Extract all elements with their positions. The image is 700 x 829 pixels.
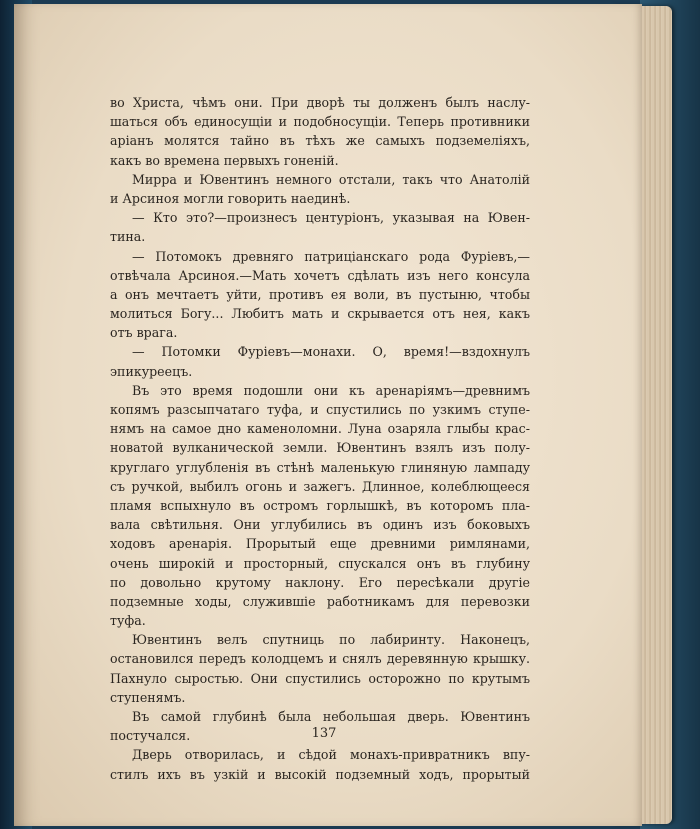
text-line: — Потомки Фуріевъ—монахи. О, время!—вздохнулъ: [132, 344, 530, 360]
text-line: во Христа, чѣмъ они. При дворѣ ты долженъ былъ наслу-: [110, 95, 530, 110]
text-line: шаться объ единосущіи и подобносущіи. Теперь противники: [110, 114, 530, 130]
text-line: и Арсиноя могли говорить наединѣ.: [110, 190, 351, 206]
text-line: — Потомокъ древняго патриціанскаго рода Фуріевъ,—: [132, 248, 530, 264]
body-text: [110, 93, 530, 784]
text-line: вала свѣтильня. Они углубились въ одинъ изъ боковыхъ: [110, 517, 530, 533]
text-line: Пахнуло сыростью. Они спустились осторожно по крутымъ: [110, 670, 530, 686]
text-line: новатой вулканической земли. Ювентинъ взялъ изъ полу-: [110, 440, 530, 456]
text-line: отвѣчала Арсиноя.—Мать хочетъ сдѣлать изъ него консула: [110, 267, 530, 283]
text-line: эпикуреецъ.: [110, 363, 193, 379]
text-line: тина.: [110, 229, 146, 245]
text-line: ступенямъ.: [110, 689, 186, 705]
text-line: копямъ разсыпчатаго туфа, и спустились по узкимъ ступе-: [110, 402, 530, 417]
text-line: съ ручкой, выбилъ огонь и зажегъ. Длинное, колеблющееся: [110, 478, 530, 494]
text-line: Въ это время подошли они къ аренаріямъ—древнимъ: [132, 382, 530, 398]
page-number: 137: [311, 726, 337, 741]
text-line: очень широкій и просторный, спускался онъ въ глубину: [110, 555, 530, 571]
book-page: [14, 4, 642, 826]
text-line: — Кто это?—произнесъ центуріонъ, указывая на Ювен-: [132, 210, 530, 226]
text-line: подземные ходы, служившіе работникамъ для перевозки: [110, 593, 530, 609]
text-line: какъ во времена первыхъ гоненій.: [110, 152, 339, 168]
text-line: Мирра и Ювентинъ немного отстали, такъ что Анатолій: [132, 171, 530, 187]
text-line: Ювентинъ велъ спутниць по лабиринту. Наконецъ,: [132, 632, 530, 648]
text-line: молиться Богу... Любитъ мать и скрывается отъ нея, какъ: [110, 306, 530, 322]
text-line: постучался.: [110, 728, 191, 744]
text-line: а онъ мечтаетъ уйти, противъ ея воли, въ пустыню, чтобы: [110, 286, 530, 302]
text-line: Въ самой глубинѣ была небольшая дверь. Ювентинъ: [132, 709, 530, 724]
text-line: по довольно крутому наклону. Его пересѣкали другіе: [110, 574, 530, 590]
text-line: отъ врага.: [110, 325, 178, 341]
text-line: пламя вспыхнуло въ остромъ горлышкѣ, въ которомъ пла-: [110, 497, 530, 513]
text-line: Дверь отворилась, и сѣдой монахъ-привратникъ впу-: [132, 747, 530, 763]
text-line: стилъ ихъ въ узкій и высокій подземный ходъ, прорытый: [110, 766, 530, 782]
text-line: ходовъ аренарія. Прорытый еще древними римлянами,: [110, 536, 530, 552]
text-line: туфа.: [110, 613, 146, 629]
text-line: аріанъ молятся тайно въ тѣхъ же самыхъ подземеліяхъ,: [110, 133, 530, 149]
text-line: нямъ на самое дно каменоломни. Луна озаряла глыбы крас-: [110, 421, 530, 437]
text-line: остановился передъ колодцемъ и снялъ деревянную крышку.: [110, 651, 530, 667]
text-line: круглаго углубленія въ стѣнѣ маленькую глиняную лампаду: [110, 459, 530, 475]
